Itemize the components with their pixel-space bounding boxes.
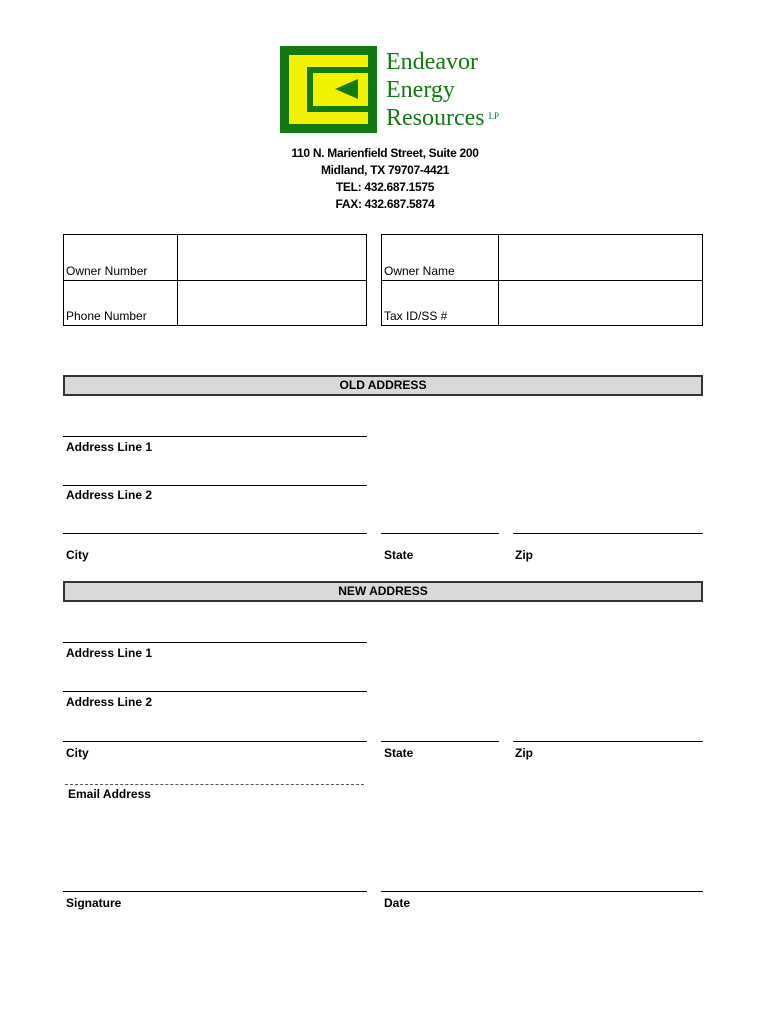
old-zip-label: Zip xyxy=(515,548,533,562)
new-state-label: State xyxy=(384,746,414,760)
old-address-header: OLD ADDRESS xyxy=(63,375,703,396)
owner-number-label: Owner Number xyxy=(66,264,148,278)
phone-number-label: Phone Number xyxy=(66,309,147,323)
new-address-line1-field[interactable] xyxy=(63,642,367,643)
email-label: Email Address xyxy=(68,787,151,801)
new-city-label: City xyxy=(66,746,89,760)
new-address-line2-field[interactable] xyxy=(63,691,367,692)
date-field[interactable] xyxy=(381,891,703,892)
company-name-line-3: Resources xyxy=(386,105,485,131)
address-tel: TEL: 432.687.1575 xyxy=(335,180,435,194)
owner-number-field[interactable] xyxy=(177,234,367,281)
old-city-field[interactable] xyxy=(63,533,367,534)
address-street: 110 N. Marienfield Street, Suite 200 xyxy=(291,146,479,160)
company-name-line-1: Endeavor xyxy=(386,49,478,75)
signature-field[interactable] xyxy=(63,891,367,892)
old-address-line2-field[interactable] xyxy=(63,485,367,486)
old-address-line1-field[interactable] xyxy=(63,436,367,437)
signature-label: Signature xyxy=(66,896,122,910)
date-label: Date xyxy=(384,896,411,910)
phone-number-field[interactable] xyxy=(177,280,367,326)
company-name xyxy=(386,48,499,132)
tax-id-label-cell xyxy=(381,280,499,326)
new-city-field[interactable] xyxy=(63,741,367,742)
company-logo xyxy=(280,46,377,133)
company-address xyxy=(0,145,770,213)
new-state-field[interactable] xyxy=(381,741,499,742)
owner-name-label: Owner Name xyxy=(384,264,455,278)
owner-name-field[interactable] xyxy=(498,234,703,281)
email-field[interactable] xyxy=(65,784,364,785)
address-city: Midland, TX 79707-4421 xyxy=(320,163,450,177)
new-zip-label: Zip xyxy=(515,746,533,760)
tax-id-field[interactable] xyxy=(498,280,703,326)
new-address-header: NEW ADDRESS xyxy=(63,581,703,602)
company-name-line-2: Energy xyxy=(386,77,455,103)
new-address-line1-label: Address Line 1 xyxy=(66,646,153,660)
owner-name-label-cell xyxy=(381,234,499,281)
old-address-line2-label: Address Line 2 xyxy=(66,488,153,502)
tax-id-label: Tax ID/SS # xyxy=(384,309,448,323)
new-address-line2-label: Address Line 2 xyxy=(66,695,153,709)
owner-number-label-cell xyxy=(63,234,178,281)
old-city-label: City xyxy=(66,548,89,562)
company-suffix: LP xyxy=(488,111,500,121)
old-address-line1-label: Address Line 1 xyxy=(66,440,153,454)
old-zip-field[interactable] xyxy=(513,533,703,534)
old-state-label: State xyxy=(384,548,414,562)
new-zip-field[interactable] xyxy=(513,741,703,742)
phone-number-label-cell xyxy=(63,280,178,326)
old-state-field[interactable] xyxy=(381,533,499,534)
address-fax: FAX: 432.687.5874 xyxy=(335,197,435,211)
